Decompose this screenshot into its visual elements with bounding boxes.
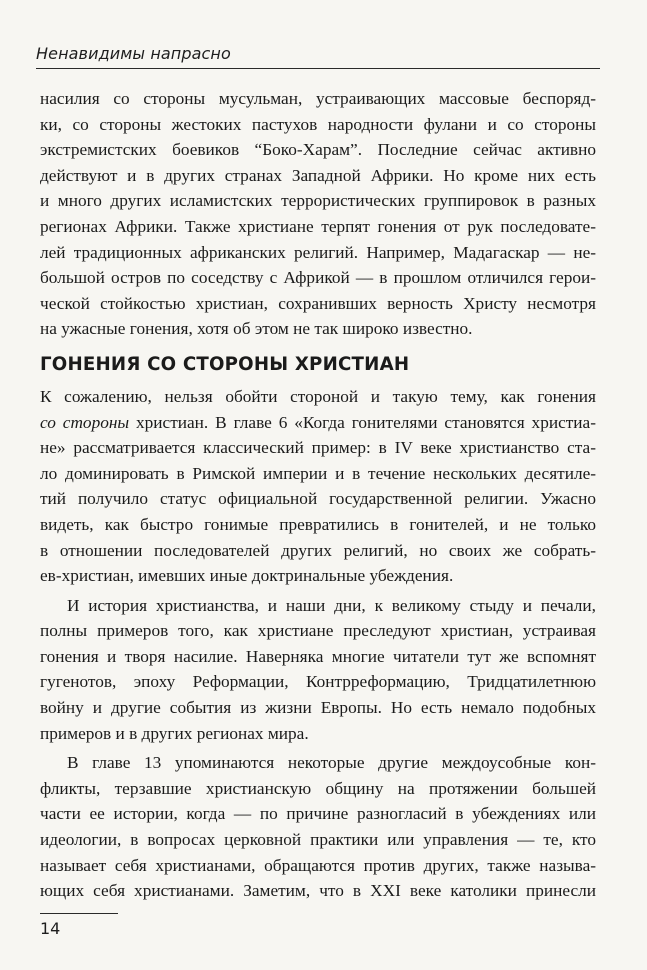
text-line: И история христианства, и наши дни, к великому стыду и печали, xyxy=(67,595,596,615)
page-body xyxy=(40,86,596,904)
text-line: В главе 13 упоминаются некоторые другие междоусобные кон- xyxy=(67,753,596,773)
text-line: гонения и творя насилие. Наверняка многие читатели тут же вспомнят xyxy=(40,646,596,666)
text-line: войну и другие события из жизни Европы. Но есть немало подобных xyxy=(40,698,596,718)
paragraph-section-3 xyxy=(40,750,596,904)
text-line: полны примеров того, как христиане преследуют христиан, устраивая xyxy=(40,621,596,641)
text-line: ческой стойкостью христиан, сохранивших верность Христу несмотря xyxy=(40,293,596,313)
text-line xyxy=(40,410,596,436)
header-rule xyxy=(36,68,600,69)
text-line: ло доминировать в Римской империи и в течение нескольких десятиле- xyxy=(40,463,596,483)
text-line: гугенотов, эпоху Реформации, Контрреформацию, Тридцатилетнюю xyxy=(40,672,596,692)
text-line: большой остров по соседству с Африкой — в прошлом отличился герои- xyxy=(40,268,596,288)
text-line: действуют и в других странах Западной Африки. Но кроме них есть xyxy=(40,165,596,185)
paragraph-section-1 xyxy=(40,384,596,589)
paragraph-intro xyxy=(40,86,596,342)
text-line: видеть, как быстро гонимые превратились в гонителей, и не только xyxy=(40,514,596,534)
text-line: идеологии, в вопросах церковной практики или управления — те, кто xyxy=(40,830,596,850)
text-line: экстремистских боевиков “Боко-Харам”. Последние сейчас активно xyxy=(40,140,596,160)
text-fragment: христиан. В главе 6 «Когда гонителями становятся христиа- xyxy=(129,412,596,432)
text-line: фликты, терзавшие христианскую общину на протяжении большей xyxy=(40,778,596,798)
text-line: лей традиционных африканских религий. Например, Мадагаскар — не- xyxy=(40,242,596,262)
text-line: ки, со стороны жестоких пастухов народности фулани и со стороны xyxy=(40,114,596,134)
text-line: ющих себя христианами. Заметим, что в XXI веке католики принесли xyxy=(40,881,596,901)
text-line: и много других исламистских террористических группировок в разных xyxy=(40,191,596,211)
text-line: не» рассматривается классический пример: в IV веке христианство ста- xyxy=(40,438,596,458)
text-line: части ее истории, когда — по причине разногласий в убеждениях или xyxy=(40,804,596,824)
text-line: в отношении последователей других религий, но своих же собрать- xyxy=(40,540,596,560)
paragraph-section-2 xyxy=(40,593,596,747)
section-heading: ГОНЕНИЯ СО СТОРОНЫ ХРИСТИАН xyxy=(40,353,410,375)
italic-emphasis: со стороны xyxy=(40,412,130,432)
page-number: 14 xyxy=(40,919,61,938)
footer-rule xyxy=(40,913,118,914)
text-line: регионах Африки. Также христиане терпят гонения от рук последовате- xyxy=(40,216,596,236)
text-line: К сожалению, нельзя обойти стороной и такую тему, как гонения xyxy=(40,386,596,406)
text-line: называет себя христианами, обращаются против других, также называ- xyxy=(40,855,596,875)
running-header: Ненавидимы напрасно xyxy=(36,44,231,63)
text-line: тий получило статус официальной государственной религии. Ужасно xyxy=(40,489,596,509)
text-line: ев-христиан, имевших иные доктринальные убеждения. xyxy=(40,566,454,586)
text-line: на ужасные гонения, хотя об этом не так широко известно. xyxy=(40,319,473,339)
text-line: насилия со стороны мусульман, устраивающих массовые беспоряд- xyxy=(40,89,596,108)
text-line: примеров и в других регионах мира. xyxy=(40,723,309,743)
